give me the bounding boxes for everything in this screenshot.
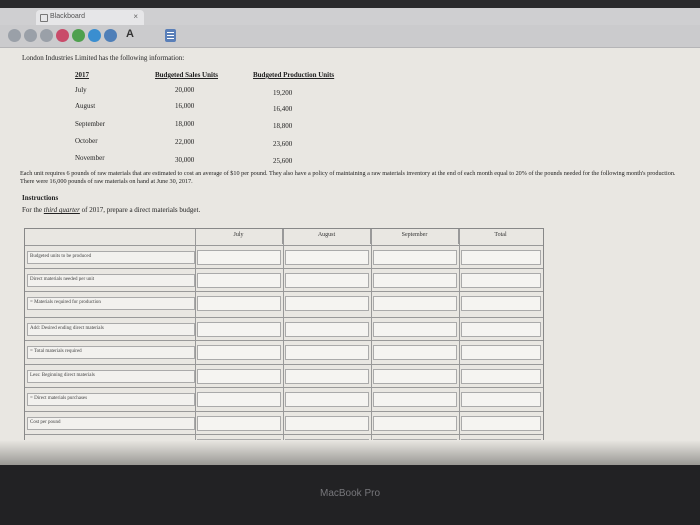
july-input[interactable]: [197, 296, 281, 311]
august-input[interactable]: [285, 392, 369, 407]
august-input[interactable]: [285, 416, 369, 431]
history-icon[interactable]: [40, 29, 53, 42]
sales-value: 22,000: [175, 138, 195, 146]
browser-toolbar: [0, 25, 700, 48]
budget-row: [25, 340, 543, 363]
third-quarter-link[interactable]: third quarter: [43, 206, 80, 214]
row-label-dropdown[interactable]: Add: Desired ending direct materials: [27, 323, 195, 336]
production-value: 23,600: [273, 140, 293, 148]
july-input[interactable]: [197, 392, 281, 407]
august-input[interactable]: [285, 322, 369, 337]
column-header-july: July: [195, 229, 283, 244]
july-input[interactable]: [197, 345, 281, 360]
refresh-icon[interactable]: [72, 29, 85, 42]
september-input[interactable]: [373, 345, 457, 360]
sales-value: 30,000: [175, 156, 195, 164]
budget-row: [25, 291, 543, 314]
col-header-production: Budgeted Production Units: [253, 71, 335, 79]
month-label: August: [75, 102, 96, 110]
sales-value: 18,000: [175, 120, 195, 128]
user-icon[interactable]: [104, 29, 117, 42]
row-label-dropdown[interactable]: Less: Beginning direct materials: [27, 370, 195, 383]
september-input[interactable]: [373, 322, 457, 337]
total-input[interactable]: [461, 345, 541, 360]
july-input[interactable]: [197, 369, 281, 384]
column-header-total: Total: [494, 232, 507, 238]
close-tab-icon[interactable]: ×: [133, 12, 138, 21]
july-input[interactable]: [197, 250, 281, 265]
month-label: November: [75, 154, 105, 162]
august-input[interactable]: [285, 250, 369, 265]
production-value: 19,200: [273, 89, 293, 97]
forward-icon[interactable]: [24, 29, 37, 42]
macbook-logo-text: MacBook Pro: [319, 488, 381, 499]
month-label: September: [75, 120, 105, 128]
total-input[interactable]: [461, 416, 541, 431]
problem-paragraph: Each unit requires 6 pounds of raw materials that are estimated to cost an average of $10 per pound. They also have a policy of maintaining a raw materials inventory at the end of each month equal to 20% of the pounds needed for the following month's production. There were 16,000 pounds of raw materials on hand at June 30, 2017.: [20, 170, 676, 185]
instructions-text: [22, 206, 200, 214]
july-input[interactable]: [197, 416, 281, 431]
july-input[interactable]: [197, 322, 281, 337]
total-input[interactable]: [461, 369, 541, 384]
intro-text: London Industries Limited has the following information:: [22, 54, 185, 62]
back-icon[interactable]: [8, 29, 21, 42]
col-header-sales: Budgeted Sales Units: [155, 71, 219, 79]
col-header-year: 2017: [75, 71, 89, 79]
total-input[interactable]: [461, 273, 541, 288]
sales-value: 16,000: [175, 102, 195, 110]
september-input[interactable]: [373, 250, 457, 265]
browser-tab-bar: [0, 8, 700, 25]
september-input[interactable]: [373, 369, 457, 384]
total-input[interactable]: [461, 392, 541, 407]
column-header-september: September: [371, 229, 459, 244]
month-label: October: [75, 137, 98, 145]
row-label-dropdown[interactable]: = Total materials required: [27, 346, 195, 359]
month-label: July: [75, 86, 87, 94]
instructions-suffix: of 2017, prepare a direct materials budget.: [79, 206, 201, 214]
row-label-dropdown[interactable]: Cost per pound: [27, 417, 195, 430]
budget-row: [25, 387, 543, 410]
production-value: 18,800: [273, 122, 293, 130]
september-input[interactable]: [373, 416, 457, 431]
tab-title: Blackboard: [50, 13, 86, 20]
budget-row: [25, 317, 543, 340]
production-value: 25,600: [273, 157, 293, 165]
row-label-dropdown[interactable]: = Materials required for production: [27, 297, 195, 310]
instructions-prefix: For the: [22, 206, 44, 214]
production-value: 16,400: [273, 105, 293, 113]
total-input[interactable]: [461, 296, 541, 311]
row-label-dropdown[interactable]: Budgeted units to be produced: [27, 251, 195, 264]
september-input[interactable]: [373, 273, 457, 288]
browser-tab[interactable]: [36, 10, 144, 25]
font-size-button[interactable]: A: [126, 28, 134, 40]
instructions-heading: Instructions: [22, 194, 59, 202]
sales-value: 20,000: [175, 86, 195, 94]
row-label-dropdown[interactable]: Direct materials needed per unit: [27, 274, 195, 287]
august-input[interactable]: [285, 296, 369, 311]
budget-row: [25, 364, 543, 387]
budget-row: [25, 411, 543, 434]
total-input[interactable]: [461, 250, 541, 265]
september-input[interactable]: [373, 296, 457, 311]
total-input[interactable]: [461, 322, 541, 337]
july-input[interactable]: [197, 273, 281, 288]
screen-bezel-top: [0, 0, 700, 8]
document-icon[interactable]: [165, 29, 176, 42]
august-input[interactable]: [285, 345, 369, 360]
august-input[interactable]: [285, 273, 369, 288]
page-icon: [40, 14, 48, 22]
budget-row: [25, 268, 543, 291]
direct-materials-budget-table: [24, 228, 544, 460]
budget-row: [25, 245, 543, 268]
close-icon[interactable]: [56, 29, 69, 42]
globe-icon[interactable]: [88, 29, 101, 42]
august-input[interactable]: [285, 369, 369, 384]
row-label-dropdown[interactable]: = Direct materials purchases: [27, 393, 195, 406]
column-header-august: August: [283, 229, 371, 244]
september-input[interactable]: [373, 392, 457, 407]
